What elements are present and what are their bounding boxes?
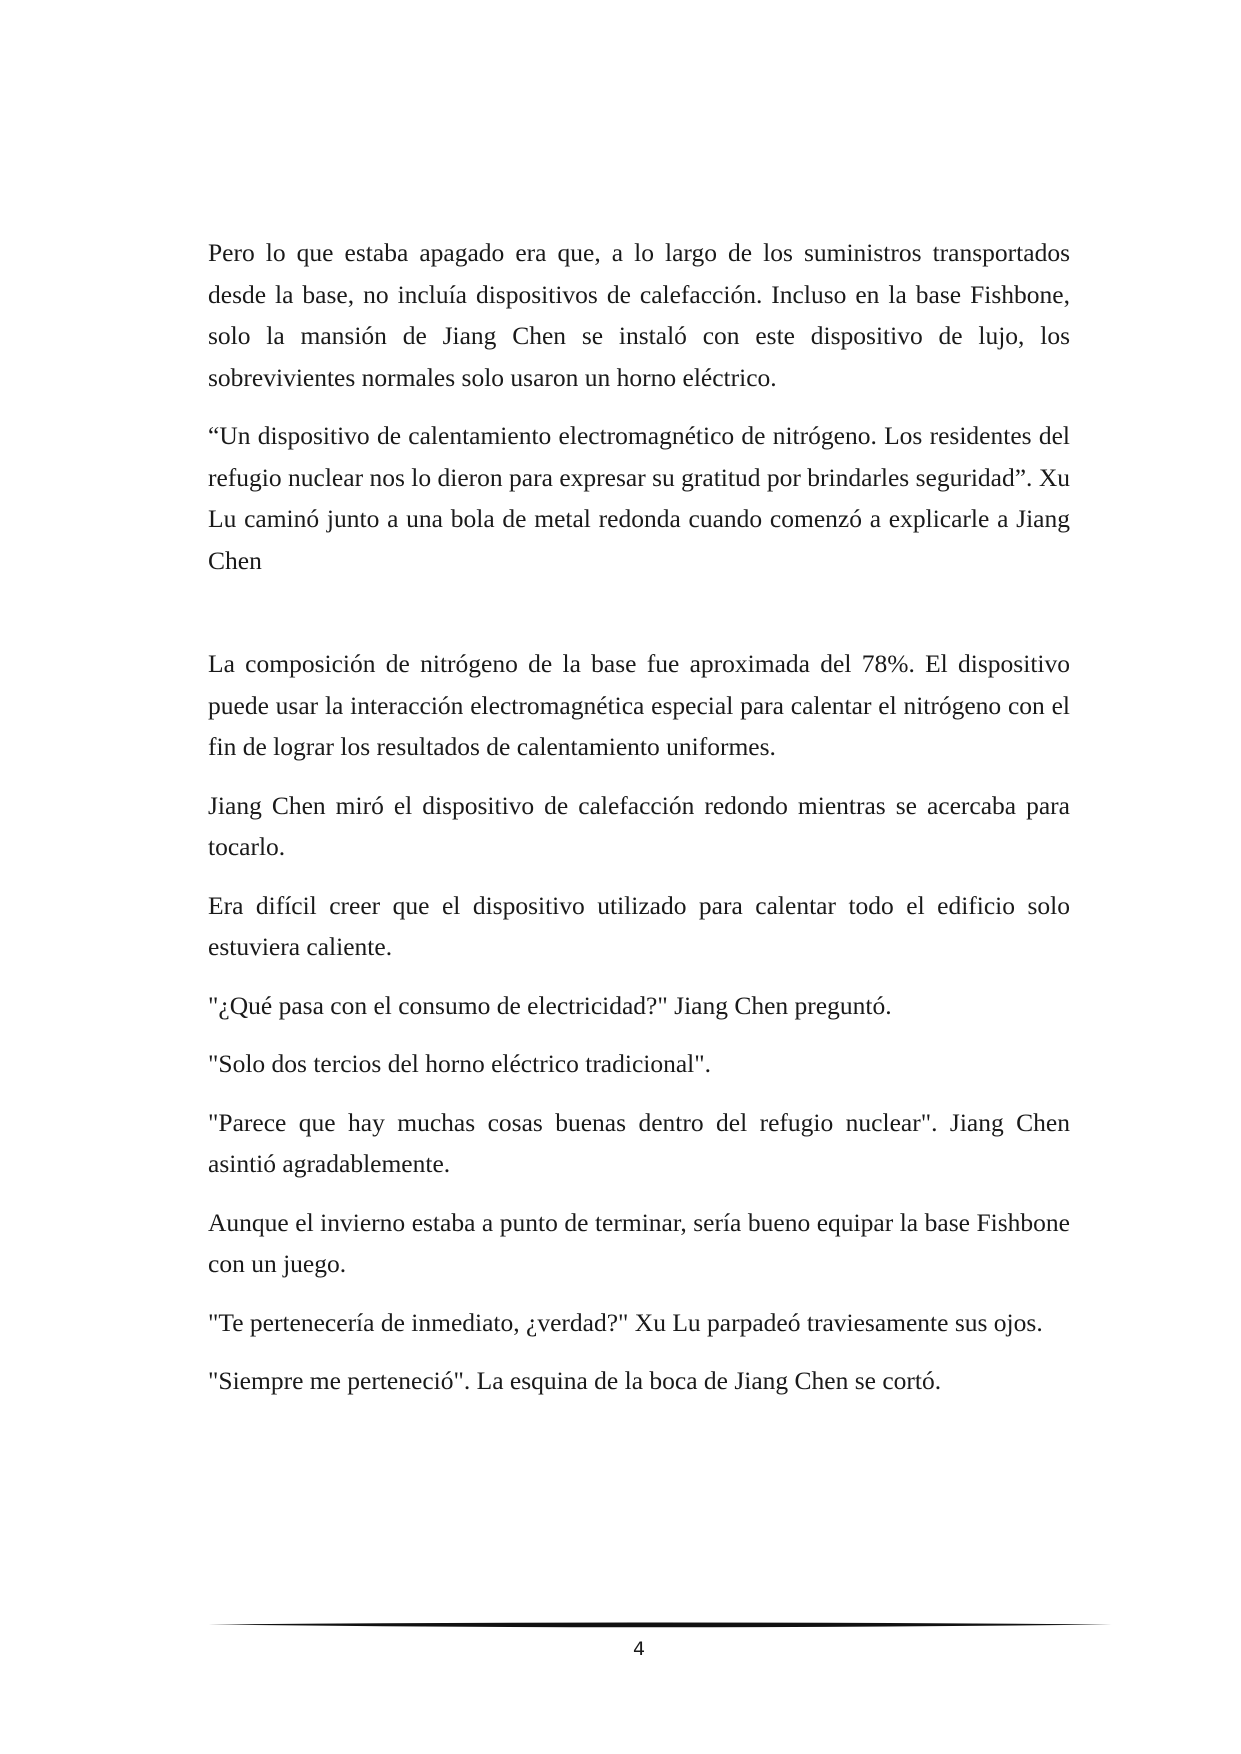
paragraph-3: La composición de nitrógeno de la base fue aproximada del 78%. El dispositivo puede usar la interacción electromagnética especial para calentar el nitrógeno con el fin de lograr los resultados de calentamiento uniformes. — [208, 649, 1070, 761]
paragraph-9: Aunque el invierno estaba a punto de terminar, sería bueno equipar la base Fishbone con un juego. — [208, 1207, 1070, 1278]
paragraph-11: "Siempre me perteneció". La esquina de la boca de Jiang Chen se cortó. — [208, 1366, 942, 1395]
paragraph-10: "Te pertenecería de inmediato, ¿verdad?" Xu Lu parpadeó traviesamente sus ojos. — [208, 1307, 1043, 1337]
body-text — [208, 232, 1070, 1419]
paragraph-4: Jiang Chen miró el dispositivo de calefacción redondo mientras se acercaba para tocarlo. — [208, 790, 1070, 861]
footer-divider — [208, 1618, 1112, 1632]
paragraph-8: "Parece que hay muchas cosas buenas dentro del refugio nuclear". Jiang Chen asintió agradablemente. — [208, 1107, 1070, 1178]
footer-divider-swash — [208, 1623, 1112, 1628]
paragraph-5: Era difícil creer que el dispositivo utilizado para calentar todo el edificio solo estuviera caliente. — [208, 890, 1070, 961]
paragraph-6: "¿Qué pasa con el consumo de electricidad?" Jiang Chen preguntó. — [208, 990, 892, 1020]
page-number: 4 — [632, 1638, 646, 1660]
paragraph-2: “Un dispositivo de calentamiento electromagnético de nitrógeno. Los residentes del refugio nuclear nos lo dieron para expresar su gratitud por brindarles seguridad”. Xu Lu caminó junto a una bola de metal redonda cuando comenzó a explicarle a Jiang Chen — [208, 421, 1070, 575]
paragraph-7: "Solo dos tercios del horno eléctrico tradicional". — [208, 1049, 712, 1078]
paragraph-1: Pero lo que estaba apagado era que, a lo largo de los suministros transportados desde la base, no incluía dispositivos de calefacción. Incluso en la base Fishbone, solo la mansión de Jiang Chen se instaló con este dispositivo de lujo, los sobrevivientes normales solo usaron un horno eléctrico. — [208, 238, 1070, 392]
